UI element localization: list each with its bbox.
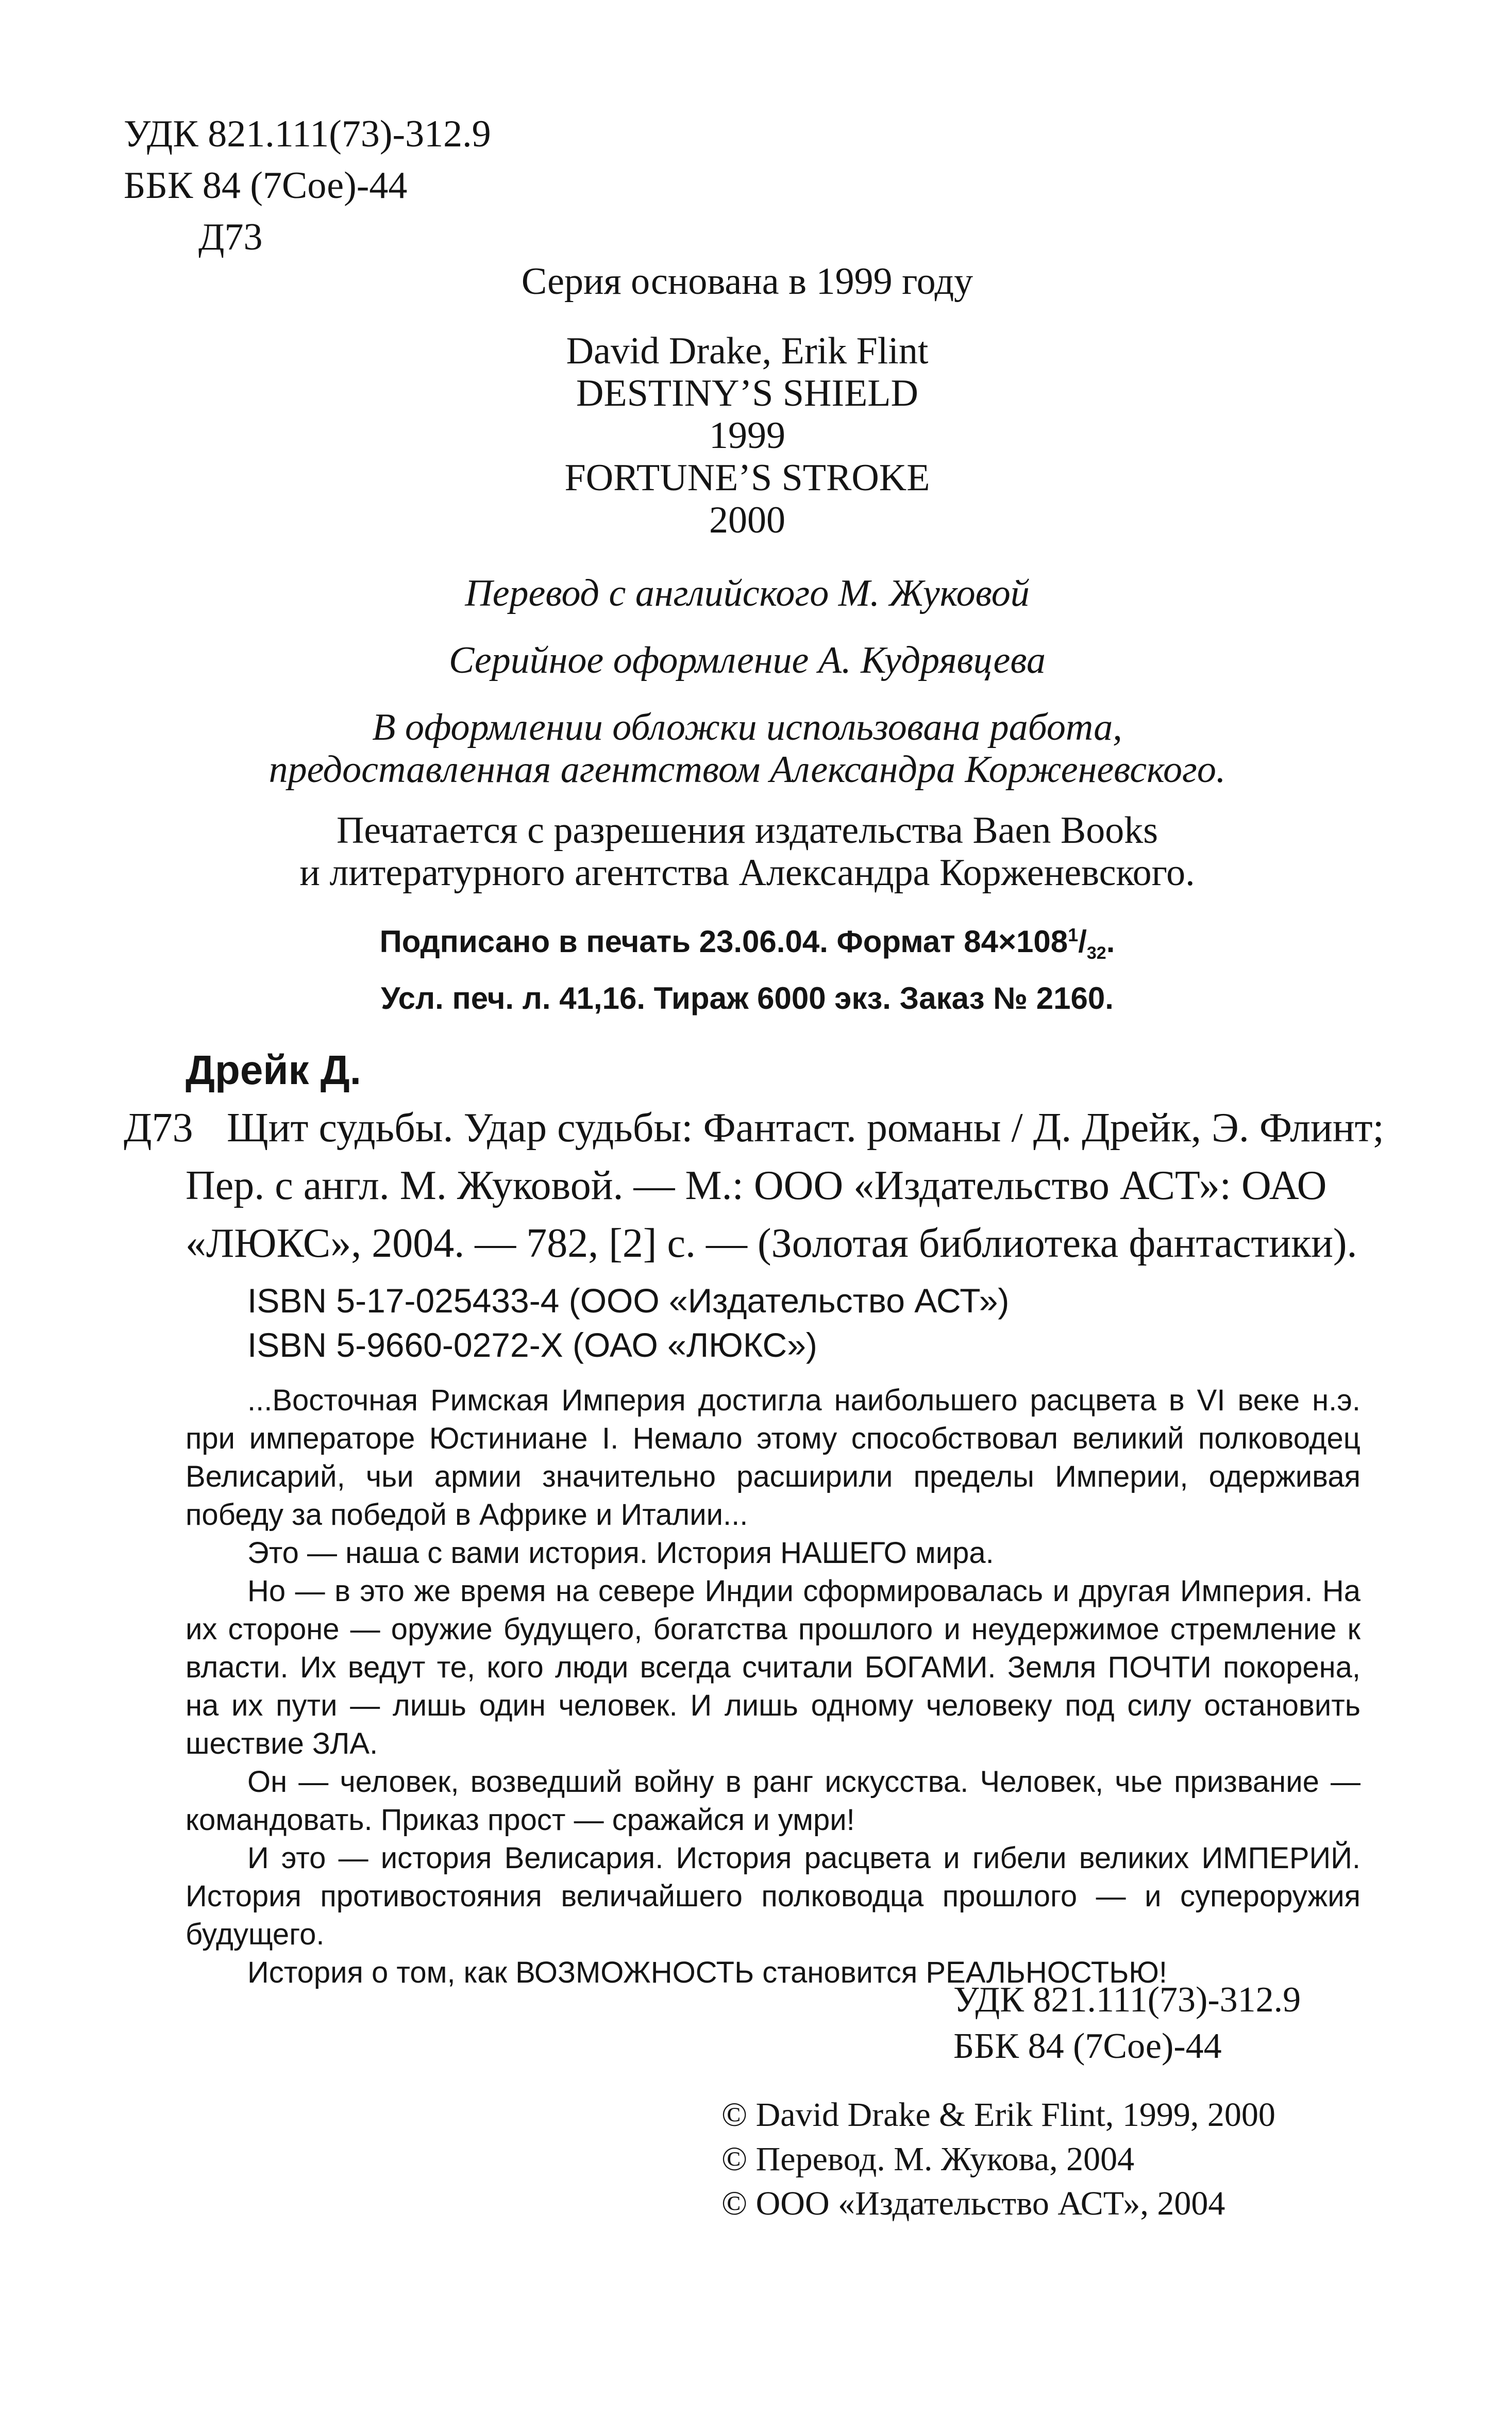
print-notice-line-1: Подписано в печать 23.06.04. Формат $84\times 108^1/_{32}$. xyxy=(379,924,1115,963)
isbn-block xyxy=(247,1278,1009,1367)
print-notice-line-2: Усл. печ. л. 41,16. Тираж 6000 экз. Заказ № 2160. xyxy=(381,981,1114,1016)
annotation-paragraph: История о том, как ВОЗМОЖНОСТЬ становится РЕАЛЬНОСТЬЮ! xyxy=(247,1956,1167,1989)
print-notice-suffix: . xyxy=(1106,924,1115,959)
author-mark: Д73 xyxy=(198,216,263,258)
isbn-line-2: ISBN 5-9660-0272-X (ОАО «ЛЮКС») xyxy=(247,1326,817,1364)
permission-note xyxy=(206,809,1288,894)
annotation-paragraph: И это — история Велисария. История расцвета и гибели великих ИМПЕРИЙ. История противостояния величайшего полководца прошлого — и супероружия будущего. xyxy=(186,1841,1360,1951)
cover-line-1: В оформлении обложки использована работа, xyxy=(372,706,1122,748)
biblio-author: Дрейк Д. xyxy=(186,1047,362,1093)
original-authors: David Drake, Erik Flint xyxy=(566,330,929,372)
bibliographic-record xyxy=(124,1041,1384,1272)
translator-line: Перевод с английского М. Жуковой xyxy=(465,572,1030,614)
original-title-2: FORTUNE’S STROKE xyxy=(564,457,930,499)
original-edition xyxy=(206,330,1288,541)
biblio-line-2: Пер. с англ. М. Жуковой. — М.: ООО «Издательство АСТ»: ОАО xyxy=(186,1163,1327,1208)
print-notice xyxy=(206,912,1288,1021)
series-note xyxy=(206,260,1288,303)
biblio-line-3: «ЛЮКС», 2004. — 782, [2] с. — (Золотая библиотека фантастики). xyxy=(186,1221,1357,1266)
annotation-paragraph: ...Восточная Римская Империя достигла наибольшего расцвета в VI веке н.э. при императоре Юстиниане I. Немало этому способствовал великий полководец Велисарий, чьи армии значительно расширили пределы Империи, одерживая победу за победой в Африке и Италии... xyxy=(186,1384,1360,1532)
cover-line-2: предоставленная агентством Александра Корженевского. xyxy=(268,748,1226,791)
translation-credit xyxy=(206,572,1288,614)
annotation-paragraph: Это — наша с вами история. История НАШЕГО мира. xyxy=(247,1536,994,1570)
annotation-paragraph: Но — в это же время на севере Индии сформировалась и другая Империя. На их стороне — оружие будущего, богатства прошлого и неудержимое стремление к власти. Их ведут те, кого люди всегда считали БОГАМИ. Земля ПОЧТИ покорена, на их пути — лишь один человек. И лишь одному человеку под силу остановить шествие ЗЛА. xyxy=(186,1574,1360,1760)
permission-line-1: Печатается с разрешения издательства Baen Books xyxy=(336,809,1158,852)
annotation-paragraph: Он — человек, возведший войну в ранг искусства. Человек, чье призвание — командовать. Приказ прост — сражайся и умри! xyxy=(186,1765,1360,1837)
original-year-2: 2000 xyxy=(709,499,785,541)
copyright-line: © ООО «Издательство АСТ», 2004 xyxy=(721,2185,1225,2222)
isbn-line-1: ISBN 5-17-025433-4 (ООО «Издательство АСТ») xyxy=(247,1282,1010,1320)
permission-line-2: и литературного агентства Александра Корженевского. xyxy=(299,852,1195,894)
series-design-line: Серийное оформление А. Кудрявцева xyxy=(449,639,1046,681)
copyright-line: © David Drake & Erik Flint, 1999, 2000 xyxy=(721,2096,1275,2134)
bbk-code: ББК 84 (7Сое)-44 xyxy=(124,164,408,207)
biblio-line-1-text: Щит судьбы. Удар судьбы: Фантаст. романы / Д. Дрейк, Э. Флинт; xyxy=(227,1105,1384,1151)
biblio-line-1 xyxy=(124,1099,1384,1157)
udk-code: УДК 821.111(73)-312.9 xyxy=(124,113,491,155)
footer-bbk-code: ББК 84 (7Сое)-44 xyxy=(953,2026,1222,2066)
footer-udk-code: УДК 821.111(73)-312.9 xyxy=(953,1980,1301,2020)
series-founded: Серия основана в 1999 году xyxy=(521,260,973,303)
copyright-block xyxy=(721,2093,1275,2226)
annotation xyxy=(186,1382,1360,1992)
original-year-1: 1999 xyxy=(709,414,785,457)
cover-credit xyxy=(206,706,1288,791)
classification-codes xyxy=(124,108,491,263)
format-denominator: 32 xyxy=(1086,943,1106,963)
footer-classification-codes xyxy=(953,1977,1301,2070)
format-numerator: 1 xyxy=(1068,924,1079,945)
biblio-mark: Д73 xyxy=(124,1105,193,1151)
print-notice-prefix: Подписано в печать 23.06.04. Формат 84×108 xyxy=(379,924,1068,959)
design-credit xyxy=(206,639,1288,681)
original-title-1: DESTINY’S SHIELD xyxy=(576,372,918,414)
copyright-line: © Перевод. М. Жукова, 2004 xyxy=(721,2140,1135,2178)
